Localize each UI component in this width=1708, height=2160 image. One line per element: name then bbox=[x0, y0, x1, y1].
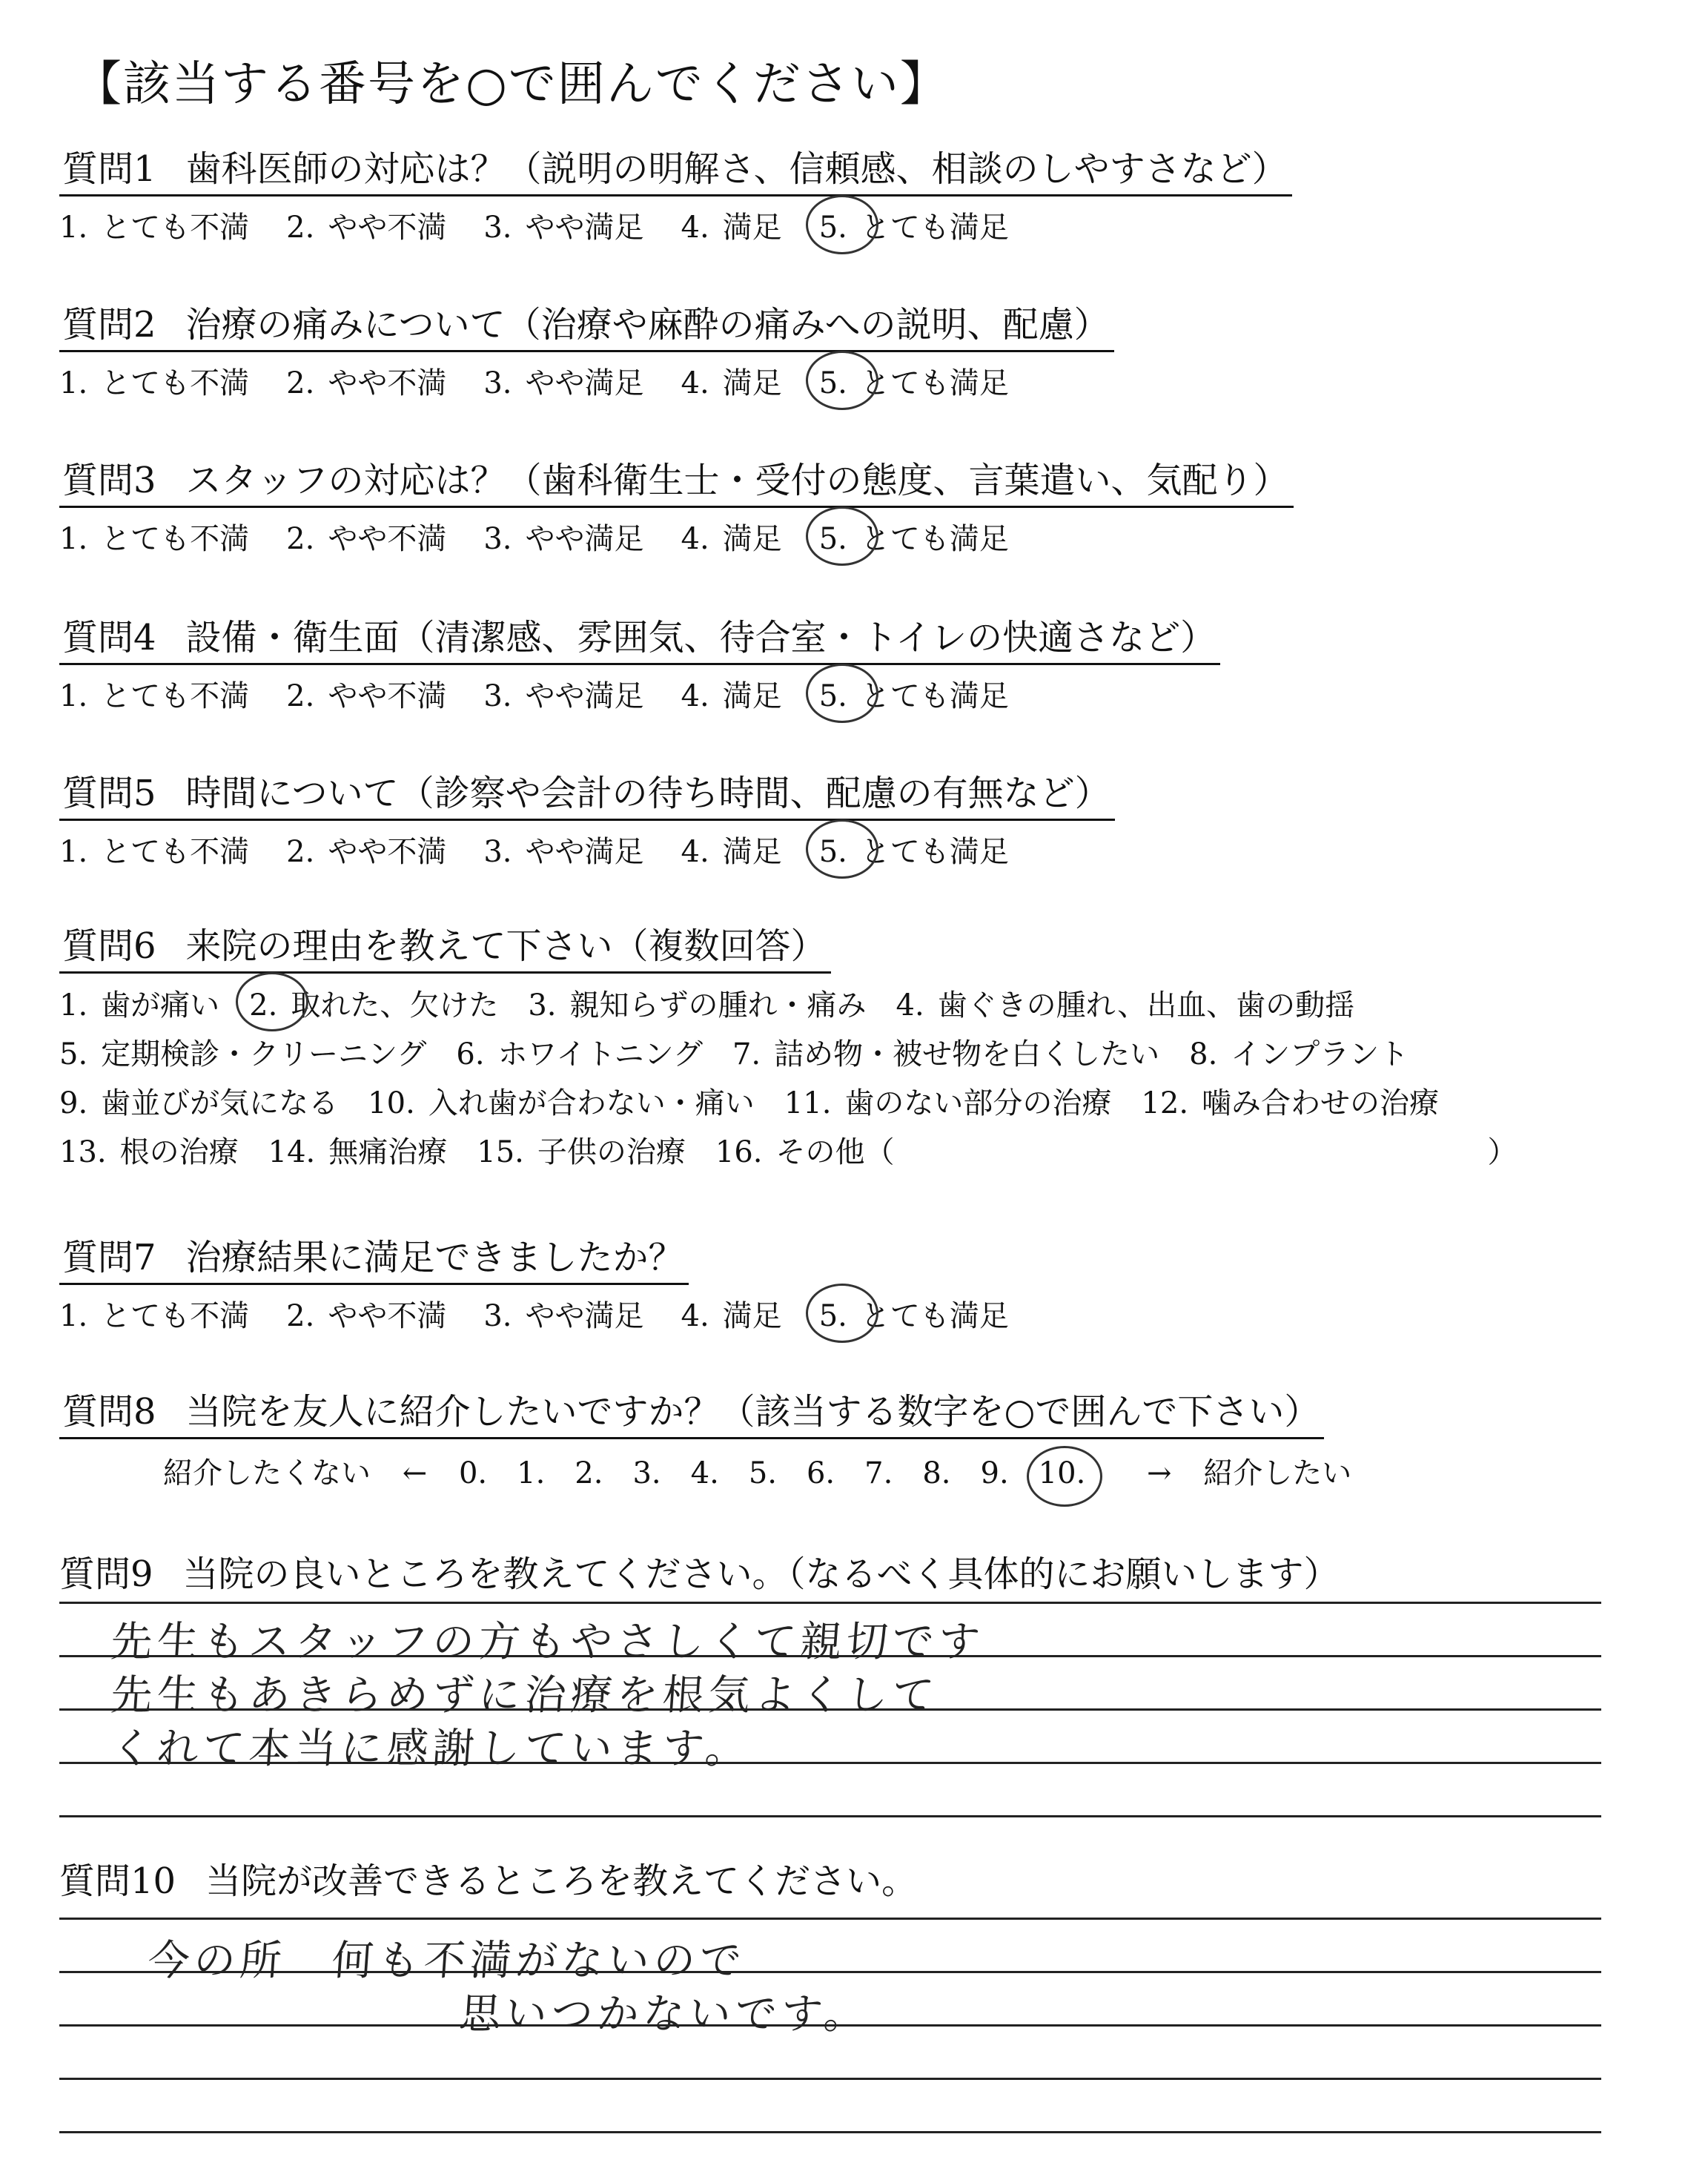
recommend-scale bbox=[59, 1450, 1351, 1492]
option-label: やや不満 bbox=[328, 834, 447, 869]
option-label: やや満足 bbox=[525, 678, 644, 713]
option-label: 歯並びが気になる bbox=[101, 1086, 339, 1120]
option[interactable] bbox=[268, 1128, 448, 1177]
option-label: 満足 bbox=[722, 834, 782, 869]
option[interactable] bbox=[483, 1292, 643, 1335]
option-number: 3. bbox=[483, 834, 512, 869]
option[interactable] bbox=[681, 1292, 782, 1335]
option[interactable] bbox=[456, 1030, 703, 1079]
question-number: 質問9 bbox=[59, 1553, 153, 1595]
option-number: 1. bbox=[59, 210, 88, 245]
option[interactable] bbox=[528, 981, 866, 1030]
scale-value[interactable] bbox=[691, 1456, 719, 1490]
option-number: 5. bbox=[818, 210, 847, 245]
question-number: 質問1 bbox=[62, 148, 156, 190]
option[interactable] bbox=[681, 828, 782, 871]
handwritten-answer-9-line3: くれて本当に感謝しています。 bbox=[109, 1725, 753, 1773]
rating-options bbox=[59, 360, 1114, 402]
option-number: 1. bbox=[59, 521, 88, 556]
option-number: 5. bbox=[818, 521, 847, 556]
option-label: 子供の治療 bbox=[537, 1135, 686, 1169]
option[interactable] bbox=[896, 981, 1355, 1030]
option[interactable] bbox=[59, 204, 249, 246]
option-number: 4. bbox=[681, 1298, 709, 1333]
option-number: 1. bbox=[59, 366, 88, 400]
question-7 bbox=[59, 1237, 1046, 1335]
option-selected[interactable] bbox=[819, 1292, 1009, 1335]
scale-value-selected[interactable] bbox=[1039, 1456, 1086, 1490]
option[interactable] bbox=[483, 673, 643, 715]
option-number: 14. bbox=[268, 1135, 316, 1169]
option[interactable] bbox=[59, 981, 219, 1030]
question-9 bbox=[59, 1545, 1340, 1596]
option-selected[interactable] bbox=[819, 673, 1009, 715]
option[interactable] bbox=[59, 828, 249, 871]
question-text: スタッフの対応は？（歯科衛生士・受付の態度、言葉遣い、気配り） bbox=[185, 460, 1289, 501]
option-label: とても満足 bbox=[860, 1298, 1009, 1333]
question-text: 当院を友人に紹介したいですか？（該当する数字を○で囲んで下さい） bbox=[185, 1391, 1320, 1433]
question-4 bbox=[59, 617, 1220, 715]
option[interactable] bbox=[681, 204, 782, 246]
option-label: 根の治療 bbox=[119, 1135, 239, 1169]
question-3-heading bbox=[59, 460, 1294, 508]
option-label: とても不満 bbox=[101, 1298, 250, 1333]
option-label: とても不満 bbox=[101, 210, 250, 245]
option-label: ホワイトニング bbox=[497, 1037, 703, 1071]
question-1-heading bbox=[59, 148, 1292, 196]
scale-value-label: 7. bbox=[864, 1456, 893, 1490]
option[interactable] bbox=[59, 360, 249, 402]
option-label: 満足 bbox=[722, 1298, 782, 1333]
right-arrow-icon: → bbox=[1147, 1456, 1172, 1490]
option-label: やや不満 bbox=[328, 210, 447, 245]
option-label: 詰め物・被せ物を白くしたい bbox=[774, 1037, 1160, 1071]
rating-options bbox=[59, 1292, 1046, 1335]
question-3 bbox=[59, 460, 1294, 558]
reason-row bbox=[59, 1128, 1517, 1177]
option[interactable] bbox=[59, 515, 249, 558]
option-number: 1. bbox=[59, 678, 88, 713]
option-number: 2. bbox=[286, 678, 315, 713]
scale-value[interactable] bbox=[632, 1456, 661, 1490]
option-number: 9. bbox=[59, 1086, 88, 1120]
option-label: とても満足 bbox=[860, 521, 1009, 556]
handwritten-answer-10-line2: 思いつかないです。 bbox=[457, 1990, 872, 2038]
question-number: 質問5 bbox=[62, 773, 156, 814]
option-label: 満足 bbox=[722, 210, 782, 245]
question-2 bbox=[59, 304, 1114, 402]
option-label: 無痛治療 bbox=[328, 1135, 448, 1169]
question-6 bbox=[59, 925, 1517, 1177]
rating-options bbox=[59, 673, 1220, 715]
question-number: 質問7 bbox=[62, 1237, 156, 1278]
option[interactable] bbox=[784, 1079, 1112, 1128]
scale-value[interactable] bbox=[922, 1456, 950, 1490]
option[interactable] bbox=[477, 1128, 686, 1177]
option-label: 入れ歯が合わない・痛い bbox=[428, 1086, 755, 1120]
question-number: 質問4 bbox=[62, 617, 156, 658]
option-selected[interactable] bbox=[819, 515, 1009, 558]
question-number: 質問2 bbox=[62, 304, 156, 346]
option-number: 16. bbox=[715, 1135, 763, 1169]
option[interactable] bbox=[483, 360, 643, 402]
option-number: 3. bbox=[483, 521, 512, 556]
question-text: 当院が改善できるところを教えてください。 bbox=[205, 1860, 918, 1902]
option-label: やや満足 bbox=[525, 834, 644, 869]
option-label: やや満足 bbox=[525, 366, 644, 400]
option-number: 3. bbox=[483, 678, 512, 713]
option-label: やや不満 bbox=[328, 1298, 447, 1333]
option-number: 4. bbox=[681, 521, 709, 556]
option-number: 4. bbox=[681, 210, 709, 245]
option-number: 13. bbox=[59, 1135, 107, 1169]
option-label: 噛み合わせの治療 bbox=[1202, 1086, 1440, 1120]
option-label: やや満足 bbox=[525, 210, 644, 245]
option[interactable] bbox=[286, 828, 446, 871]
rating-options bbox=[59, 204, 1292, 246]
question-7-heading bbox=[59, 1237, 689, 1285]
option-number: 5. bbox=[818, 678, 847, 713]
left-arrow-icon: ← bbox=[402, 1456, 428, 1490]
scale-value-label: 0. bbox=[458, 1456, 488, 1490]
rating-options bbox=[59, 828, 1115, 871]
option[interactable] bbox=[681, 515, 782, 558]
option-label: とても満足 bbox=[860, 210, 1009, 245]
option-number: 3. bbox=[483, 210, 512, 245]
reason-row bbox=[59, 1030, 1517, 1079]
option-number: 5. bbox=[818, 366, 847, 400]
option[interactable] bbox=[59, 1128, 239, 1177]
option-label: 満足 bbox=[722, 521, 782, 556]
option-label: やや満足 bbox=[525, 521, 644, 556]
option-label: 定期検診・クリーニング bbox=[101, 1037, 427, 1071]
option-label: その他（ bbox=[775, 1135, 895, 1169]
question-number: 質問3 bbox=[62, 460, 156, 501]
option-number: 1. bbox=[59, 1298, 88, 1333]
scale-value-label: 8. bbox=[922, 1456, 951, 1490]
scale-value[interactable] bbox=[749, 1456, 777, 1490]
option[interactable] bbox=[286, 204, 446, 246]
option-label: とても不満 bbox=[101, 834, 250, 869]
option-selected[interactable] bbox=[819, 828, 1009, 871]
option-label: やや不満 bbox=[328, 678, 447, 713]
option-label: 取れた、欠けた bbox=[291, 988, 499, 1023]
option-label: やや不満 bbox=[328, 366, 447, 400]
option[interactable] bbox=[681, 673, 782, 715]
option[interactable] bbox=[59, 1079, 338, 1128]
option-number: 4. bbox=[681, 366, 709, 400]
question-text: 時間について（診察や会計の待ち時間、配慮の有無など） bbox=[185, 773, 1110, 814]
question-number: 質問8 bbox=[62, 1391, 156, 1433]
scale-value[interactable] bbox=[807, 1456, 835, 1490]
question-6-heading bbox=[59, 925, 831, 974]
option-label: 満足 bbox=[722, 366, 782, 400]
option-selected[interactable] bbox=[819, 360, 1009, 402]
option-number: 12. bbox=[1141, 1086, 1189, 1120]
option-label: 歯が痛い bbox=[101, 988, 220, 1023]
option-label: とても満足 bbox=[860, 834, 1009, 869]
option-number: 8. bbox=[1189, 1037, 1218, 1071]
option-selected[interactable] bbox=[819, 204, 1009, 246]
option-number: 11. bbox=[784, 1086, 832, 1120]
scale-value-label: 3. bbox=[632, 1456, 661, 1490]
option-label: とても不満 bbox=[101, 521, 250, 556]
question-8-heading bbox=[59, 1391, 1324, 1439]
option-number: 4. bbox=[681, 834, 709, 869]
question-text: 治療結果に満足できましたか？ bbox=[185, 1237, 684, 1278]
option[interactable] bbox=[1189, 1030, 1409, 1079]
question-text: 来院の理由を教えて下さい（複数回答） bbox=[185, 925, 827, 967]
option-number: 7. bbox=[732, 1037, 761, 1071]
question-number: 質問10 bbox=[59, 1860, 176, 1902]
option-number: 1. bbox=[59, 834, 88, 869]
question-text: 治療の痛みについて（治療や麻酔の痛みへの説明、配慮） bbox=[185, 304, 1110, 346]
option[interactable] bbox=[59, 1292, 249, 1335]
scale-value-label: 5. bbox=[748, 1456, 777, 1490]
question-text: 設備・衛生面（清潔感、雰囲気、待合室・トイレの快適さなど） bbox=[185, 617, 1217, 658]
option-number: 2. bbox=[286, 1298, 315, 1333]
option-label: とても満足 bbox=[860, 678, 1009, 713]
option-label: とても満足 bbox=[860, 366, 1009, 400]
handwritten-answer-9-line2: 先生もあきらめずに治療を根気よくして bbox=[109, 1671, 940, 1720]
question-4-heading bbox=[59, 617, 1220, 665]
option-selected[interactable] bbox=[249, 981, 498, 1030]
option-number: 5. bbox=[818, 1298, 847, 1333]
option[interactable] bbox=[286, 360, 446, 402]
option[interactable] bbox=[483, 204, 643, 246]
scale-value[interactable] bbox=[981, 1456, 1009, 1490]
scale-value-label: 10. bbox=[1038, 1456, 1086, 1490]
option-number: 2. bbox=[249, 988, 278, 1023]
handwritten-answer-10-line1: 今の所 何も不満がないので bbox=[146, 1937, 747, 1985]
reason-options bbox=[59, 981, 1517, 1177]
option-label: 満足 bbox=[722, 678, 782, 713]
option[interactable] bbox=[1141, 1079, 1439, 1128]
option-label: やや不満 bbox=[328, 521, 447, 556]
option-number: 5. bbox=[59, 1037, 88, 1071]
option[interactable] bbox=[483, 828, 643, 871]
option[interactable] bbox=[286, 515, 446, 558]
option-number: 1. bbox=[59, 988, 88, 1023]
question-10 bbox=[59, 1852, 917, 1903]
other-close-paren: ） bbox=[1487, 1135, 1517, 1169]
option-number: 2. bbox=[286, 834, 315, 869]
scale-value-label: 6. bbox=[806, 1456, 835, 1490]
option-number: 2. bbox=[286, 366, 315, 400]
question-2-heading bbox=[59, 304, 1114, 352]
option-number: 15. bbox=[477, 1135, 524, 1169]
option[interactable] bbox=[715, 1128, 895, 1177]
option-label: 歯ぐきの腫れ、出血、歯の動揺 bbox=[937, 988, 1355, 1023]
reason-row bbox=[59, 1079, 1517, 1128]
scale-value-label: 1. bbox=[517, 1456, 546, 1490]
page-title: 【該当する番号を○で囲んでください】 bbox=[74, 57, 949, 112]
option-number: 6. bbox=[456, 1037, 485, 1071]
scale-right-label: 紹介したい bbox=[1203, 1456, 1352, 1490]
question-text: 歯科医師の対応は？（説明の明解さ、信頼感、相談のしやすさなど） bbox=[185, 148, 1288, 190]
option[interactable] bbox=[483, 515, 643, 558]
scale-value[interactable] bbox=[575, 1456, 603, 1490]
option[interactable] bbox=[286, 673, 446, 715]
question-1 bbox=[59, 148, 1292, 246]
scale-value-label: 9. bbox=[980, 1456, 1009, 1490]
option-number: 5. bbox=[818, 834, 847, 869]
option[interactable] bbox=[59, 1030, 426, 1079]
question-text: 当院の良いところを教えてください。（なるべく具体的にお願いします） bbox=[182, 1553, 1340, 1595]
handwritten-answer-9-line1: 先生もスタッフの方もやさしくて親切です bbox=[109, 1618, 986, 1666]
option-label: とても不満 bbox=[101, 678, 250, 713]
rating-options bbox=[59, 515, 1294, 558]
option-number: 4. bbox=[896, 988, 924, 1023]
option-label: やや満足 bbox=[525, 1298, 644, 1333]
option[interactable] bbox=[681, 360, 782, 402]
option-number: 3. bbox=[483, 366, 512, 400]
option-label: インプラント bbox=[1231, 1037, 1409, 1071]
question-number: 質問6 bbox=[62, 925, 156, 967]
option-number: 10. bbox=[368, 1086, 415, 1120]
option-label: 親知らずの腫れ・痛み bbox=[569, 988, 867, 1023]
question-8 bbox=[59, 1391, 1351, 1492]
option-label: とても不満 bbox=[101, 366, 250, 400]
option-number: 3. bbox=[528, 988, 557, 1023]
option[interactable] bbox=[286, 1292, 446, 1335]
scale-value[interactable] bbox=[459, 1456, 487, 1490]
reason-row bbox=[59, 981, 1517, 1030]
scale-value[interactable] bbox=[517, 1456, 545, 1490]
option[interactable] bbox=[59, 673, 249, 715]
scale-value-label: 2. bbox=[575, 1456, 603, 1490]
question-5-heading bbox=[59, 773, 1115, 821]
option-number: 3. bbox=[483, 1298, 512, 1333]
question-5 bbox=[59, 773, 1115, 871]
option-number: 4. bbox=[681, 678, 709, 713]
option-number: 2. bbox=[286, 521, 315, 556]
option[interactable] bbox=[732, 1030, 1159, 1079]
option-label: 歯のない部分の治療 bbox=[844, 1086, 1112, 1120]
option-number: 2. bbox=[286, 210, 315, 245]
option[interactable] bbox=[368, 1079, 755, 1128]
scale-value[interactable] bbox=[864, 1456, 893, 1490]
scale-left-label: 紹介したくない bbox=[163, 1456, 371, 1490]
scale-value-label: 4. bbox=[690, 1456, 719, 1490]
